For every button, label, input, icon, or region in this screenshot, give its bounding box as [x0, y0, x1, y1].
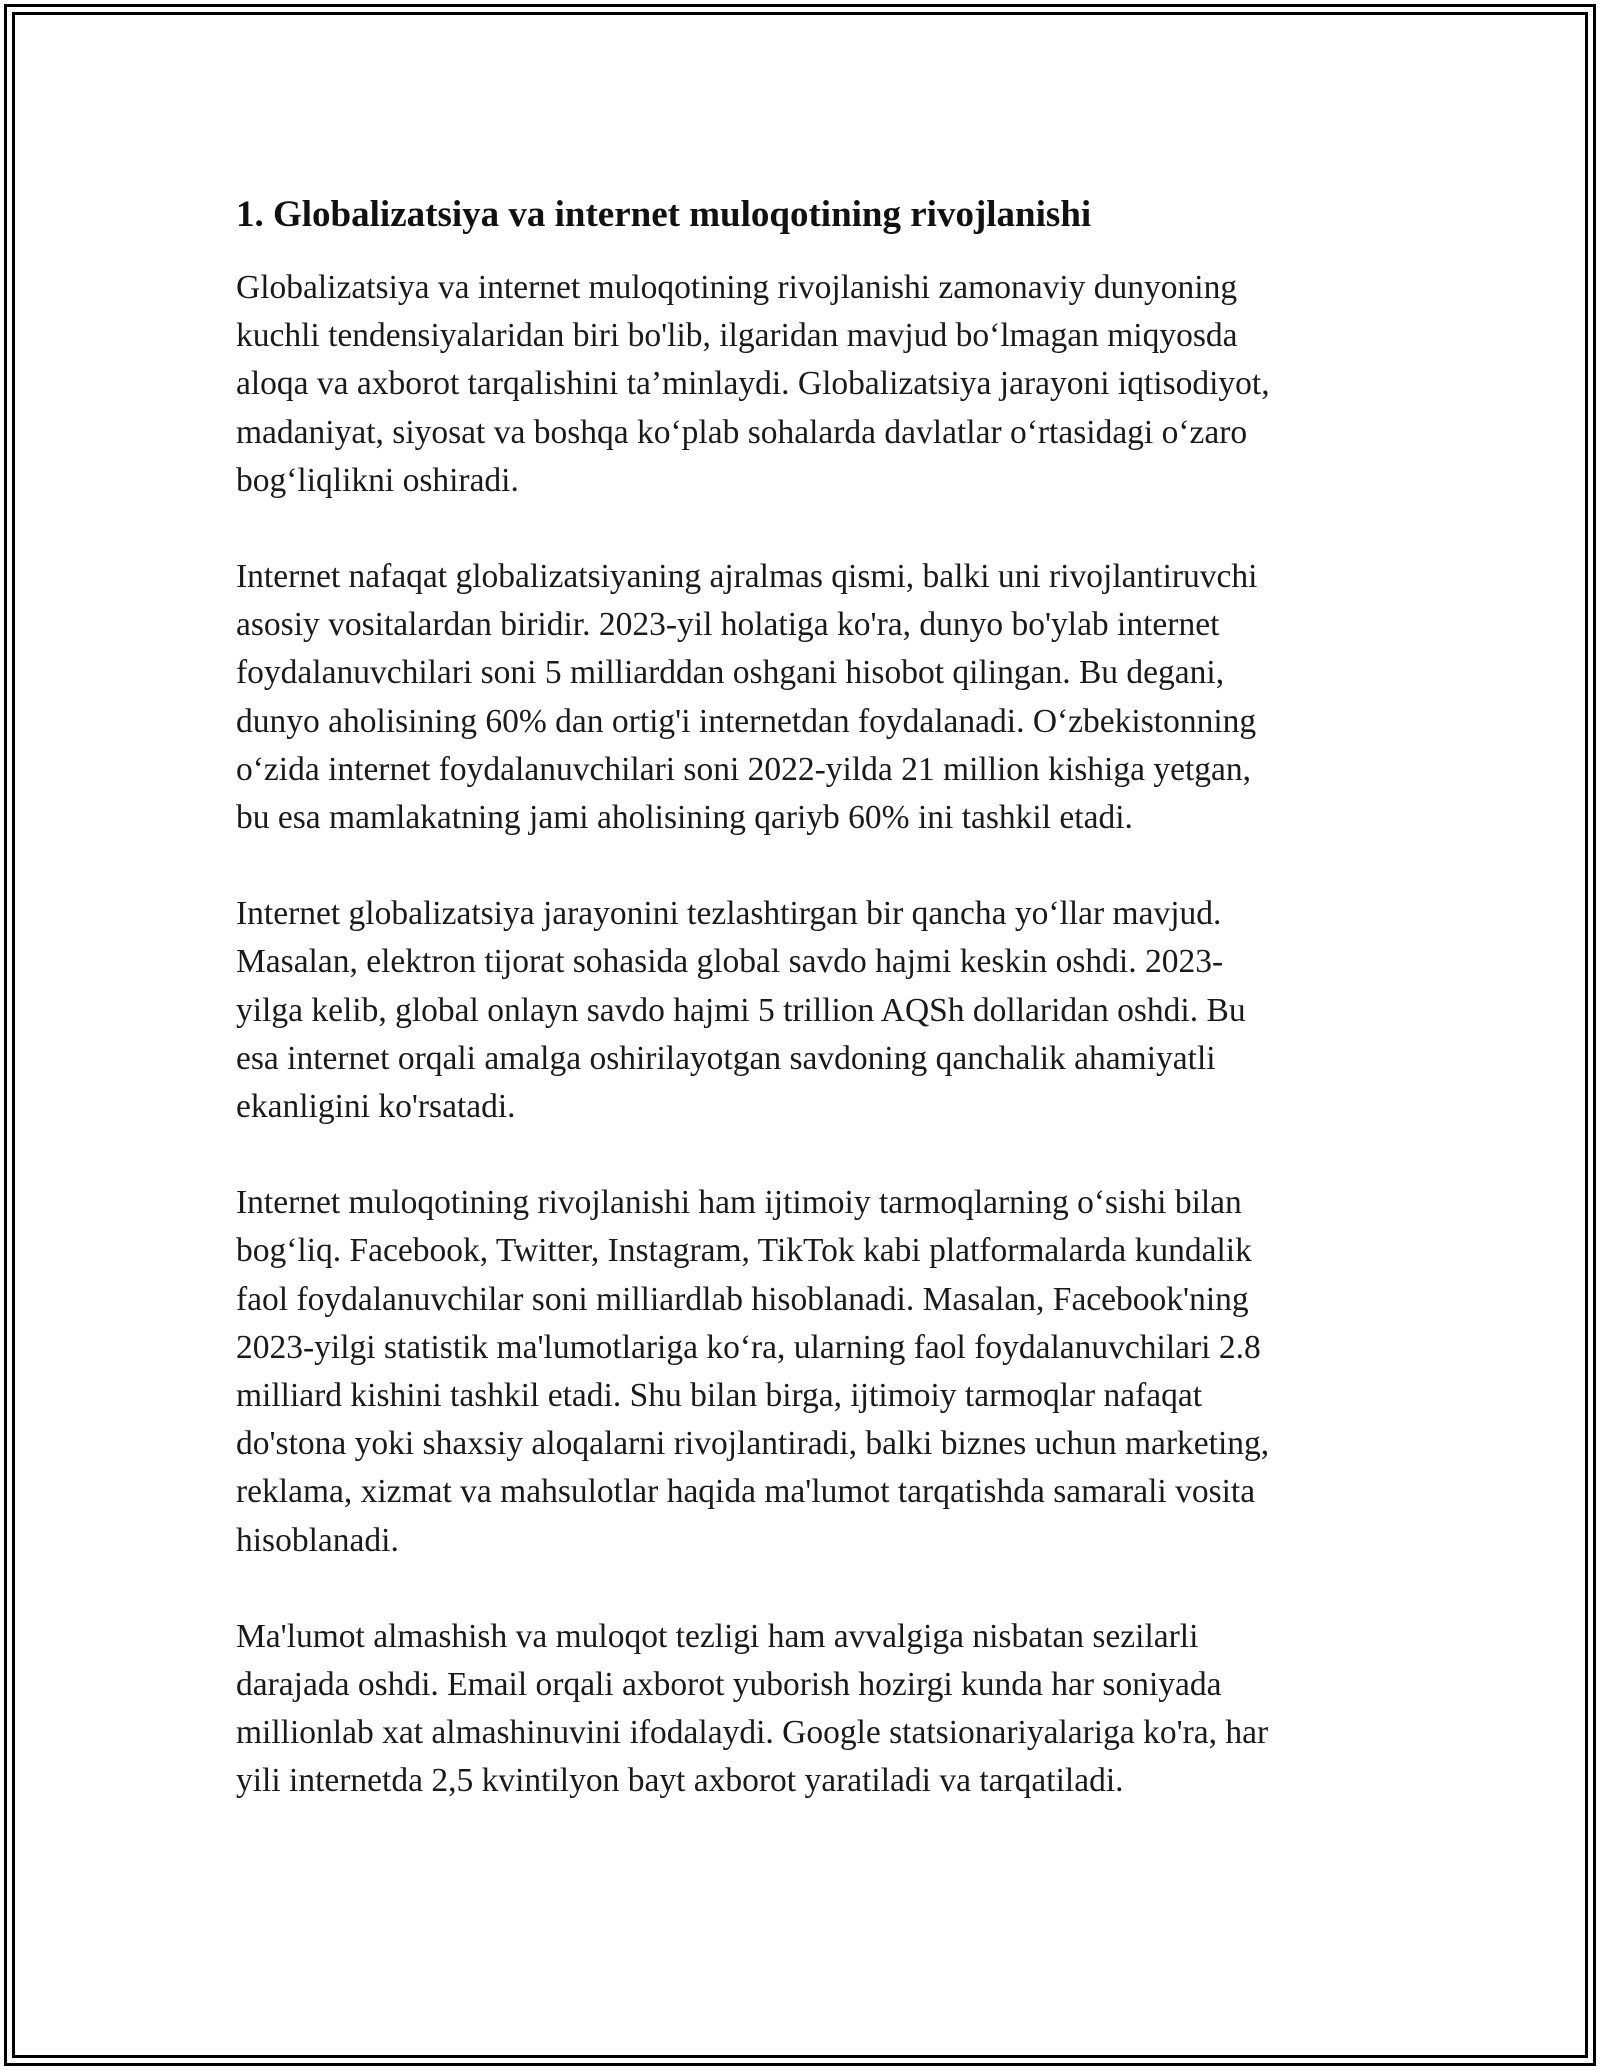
paragraph-line: Internet nafaqat globalizatsiyaning ajralmas qismi, balki uni rivojlantiruvchi — [236, 558, 1258, 596]
paragraph-line: madaniyat, siyosat va boshqa ko‘plab sohalarda davlatlar o‘rtasidagi o‘zaro — [236, 413, 1248, 451]
paragraph-line: bu esa mamlakatning jami aholisining qariyb 60% ini tashkil etadi. — [236, 799, 1133, 837]
paragraph-line: ekanligini ko'rsatadi. — [236, 1088, 516, 1126]
paragraph — [236, 1179, 1376, 1565]
paragraph-line: Masalan, elektron tijorat sohasida global savdo hajmi keskin oshdi. 2023- — [236, 943, 1224, 981]
paragraph-line: Globalizatsiya va internet muloqotining rivojlanishi zamonaviy dunyoning — [236, 269, 1238, 306]
paragraph-line: Internet muloqotining rivojlanishi ham ijtimoiy tarmoqlarning o‘sishi bilan — [236, 1184, 1242, 1222]
paragraph-line: kuchli tendensiyalaridan biri bo'lib, ilgaridan mavjud bo‘lmagan miqyosda — [236, 317, 1238, 355]
paragraph-line: hisoblanadi. — [236, 1521, 399, 1559]
paragraph-line: Ma'lumot almashish va muloqot tezligi ham avvalgiga nisbatan sezilarli — [236, 1617, 1199, 1655]
paragraph-line: foydalanuvchilari soni 5 milliarddan oshgani hisobot qilingan. Bu degani, — [236, 654, 1225, 692]
paragraph-line: dunyo aholisining 60% dan ortig'i internetdan foydalanadi. O‘zbekistonning — [236, 702, 1257, 740]
paragraph-line: yilga kelib, global onlayn savdo hajmi 5 trillion AQSh dollaridan oshdi. Bu — [236, 991, 1246, 1029]
paragraph-line: do'stona yoki shaxsiy aloqalarni rivojlantiradi, balki biznes uchun marketing, — [236, 1425, 1270, 1463]
paragraph-line: faol foydalanuvchilar soni milliardlab hisoblanadi. Masalan, Facebook'ning — [236, 1280, 1249, 1318]
paragraph-line: aloqa va axborot tarqalishini ta’minlaydi. Globalizatsiya jarayoni iqtisodiyot, — [236, 365, 1270, 403]
paragraph — [236, 1613, 1376, 1806]
paragraph-line: esa internet orqali amalga oshirilayotgan savdoning qanchalik ahamiyatli — [236, 1039, 1216, 1077]
paragraph-line: bog‘liq. Facebook, Twitter, Instagram, TikTok kabi platformalarda kundalik — [236, 1232, 1252, 1270]
paragraph-line: bog‘liqlikni oshiradi. — [236, 461, 519, 499]
paragraph-line: Internet globalizatsiya jarayonini tezlashtirgan bir qancha yo‘llar mavjud. — [236, 895, 1222, 933]
document-body — [236, 186, 1376, 1854]
section-title: 1. Globalizatsiya va internet muloqotining rivojlanishi — [236, 194, 1092, 235]
paragraph-line: o‘zida internet foydalanuvchilari soni 2022-yilda 21 million kishiga yetgan, — [236, 750, 1251, 788]
paragraph-line: yili internetda 2,5 kvintilyon bayt axborot yaratiladi va tarqatiladi. — [236, 1762, 1124, 1800]
paragraph-line: darajada oshdi. Email orqali axborot yuborish hozirgi kunda har soniyada — [236, 1666, 1222, 1704]
paragraph-line: reklama, xizmat va mahsulotlar haqida ma'lumot tarqatishda samarali vosita — [236, 1473, 1256, 1511]
paragraph-line: asosiy vositalardan biridir. 2023-yil holatiga ko'ra, dunyo bo'ylab internet — [236, 606, 1220, 644]
paragraph-line: millionlab xat almashinuvini ifodalaydi. Google statsionariyalariga ko'ra, har — [236, 1714, 1269, 1752]
paragraph — [236, 264, 1376, 505]
paragraph — [236, 890, 1376, 1131]
paragraph-line: 2023-yilgi statistik ma'lumotlariga ko‘ra, ularning faol foydalanuvchilari 2.8 — [236, 1328, 1261, 1366]
paragraph-line: milliard kishini tashkil etadi. Shu bilan birga, ijtimoiy tarmoqlar nafaqat — [236, 1377, 1203, 1415]
paragraph-list — [236, 264, 1376, 1806]
paragraph — [236, 553, 1376, 842]
